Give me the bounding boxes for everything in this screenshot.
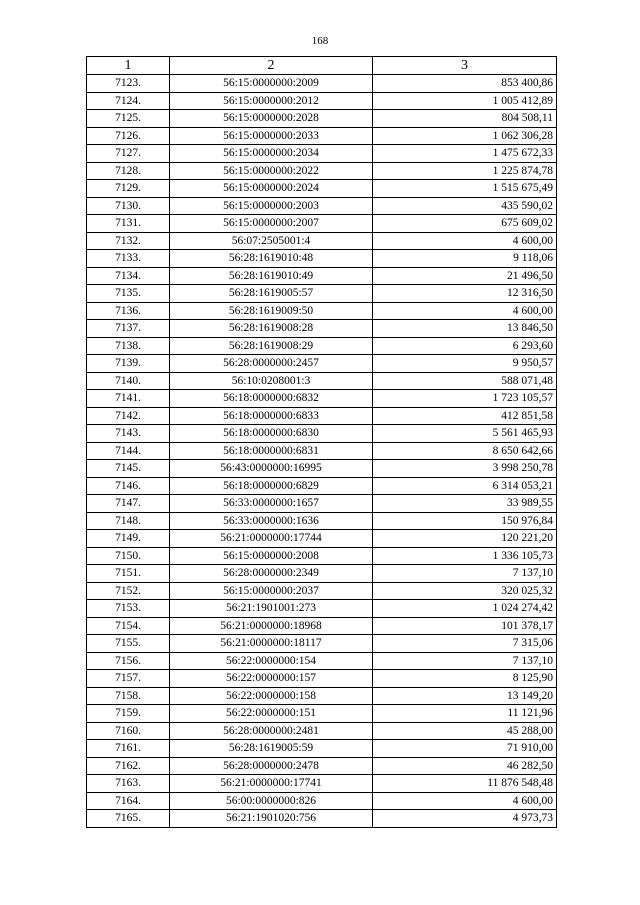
row-number-cell: 7165. bbox=[87, 810, 170, 828]
cadastral-number-cell: 56:21:0000000:18117 bbox=[170, 635, 373, 653]
cadastral-number-cell: 56:43:0000000:16995 bbox=[170, 460, 373, 478]
cadastral-value-cell: 11 876 548,48 bbox=[373, 775, 557, 793]
cadastral-value-cell: 33 989,55 bbox=[373, 495, 557, 513]
cadastral-value-cell: 1 723 105,57 bbox=[373, 390, 557, 408]
table-header bbox=[87, 57, 557, 75]
cadastral-value-cell: 101 378,17 bbox=[373, 617, 557, 635]
cadastral-number-cell: 56:15:0000000:2009 bbox=[170, 75, 373, 93]
cadastral-number-cell: 56:21:0000000:18968 bbox=[170, 617, 373, 635]
row-number-cell: 7127. bbox=[87, 145, 170, 163]
table-row bbox=[87, 232, 557, 250]
cadastral-value-cell: 150 976,84 bbox=[373, 512, 557, 530]
cadastral-value-cell: 7 315,06 bbox=[373, 635, 557, 653]
row-number-cell: 7132. bbox=[87, 232, 170, 250]
table-row bbox=[87, 600, 557, 618]
cadastral-value-cell: 46 282,50 bbox=[373, 757, 557, 775]
row-number-cell: 7151. bbox=[87, 565, 170, 583]
cadastral-value-cell: 8 125,90 bbox=[373, 670, 557, 688]
cadastral-value-cell: 435 590,02 bbox=[373, 197, 557, 215]
table-row bbox=[87, 267, 557, 285]
table-row bbox=[87, 705, 557, 723]
table-row bbox=[87, 197, 557, 215]
cadastral-number-cell: 56:15:0000000:2037 bbox=[170, 582, 373, 600]
table-row bbox=[87, 495, 557, 513]
row-number-cell: 7152. bbox=[87, 582, 170, 600]
row-number-cell: 7133. bbox=[87, 250, 170, 268]
cadastral-number-cell: 56:22:0000000:157 bbox=[170, 670, 373, 688]
cadastral-number-cell: 56:28:1619010:49 bbox=[170, 267, 373, 285]
cadastral-number-cell: 56:28:0000000:2349 bbox=[170, 565, 373, 583]
header-row bbox=[87, 57, 557, 75]
row-number-cell: 7126. bbox=[87, 127, 170, 145]
row-number-cell: 7134. bbox=[87, 267, 170, 285]
row-number-cell: 7136. bbox=[87, 302, 170, 320]
table-row bbox=[87, 757, 557, 775]
cadastral-value-cell: 5 561 465,93 bbox=[373, 425, 557, 443]
table-row bbox=[87, 302, 557, 320]
cadastral-number-cell: 56:21:1901020:756 bbox=[170, 810, 373, 828]
row-number-cell: 7140. bbox=[87, 372, 170, 390]
cadastral-number-cell: 56:18:0000000:6832 bbox=[170, 390, 373, 408]
cadastral-value-cell: 9 118,06 bbox=[373, 250, 557, 268]
cadastral-number-cell: 56:28:0000000:2481 bbox=[170, 722, 373, 740]
table-row bbox=[87, 670, 557, 688]
cadastral-number-cell: 56:28:0000000:2478 bbox=[170, 757, 373, 775]
cadastral-number-cell: 56:15:0000000:2028 bbox=[170, 110, 373, 128]
row-number-cell: 7137. bbox=[87, 320, 170, 338]
table-row bbox=[87, 442, 557, 460]
row-number-cell: 7145. bbox=[87, 460, 170, 478]
table-row bbox=[87, 477, 557, 495]
row-number-cell: 7123. bbox=[87, 75, 170, 93]
cadastral-number-cell: 56:15:0000000:2003 bbox=[170, 197, 373, 215]
table-row bbox=[87, 425, 557, 443]
cadastral-number-cell: 56:28:1619008:28 bbox=[170, 320, 373, 338]
row-number-cell: 7144. bbox=[87, 442, 170, 460]
table-row bbox=[87, 162, 557, 180]
table-row bbox=[87, 582, 557, 600]
column-header-cadastral-number: 2 bbox=[170, 57, 373, 75]
cadastral-number-cell: 56:00:0000000:826 bbox=[170, 792, 373, 810]
row-number-cell: 7141. bbox=[87, 390, 170, 408]
row-number-cell: 7149. bbox=[87, 530, 170, 548]
row-number-cell: 7153. bbox=[87, 600, 170, 618]
cadastral-value-cell: 1 005 412,89 bbox=[373, 92, 557, 110]
cadastral-number-cell: 56:10:0208001:3 bbox=[170, 372, 373, 390]
cadastral-value-cell: 8 650 642,66 bbox=[373, 442, 557, 460]
cadastral-value-cell: 1 225 874,78 bbox=[373, 162, 557, 180]
cadastral-value-cell: 675 609,02 bbox=[373, 215, 557, 233]
row-number-cell: 7164. bbox=[87, 792, 170, 810]
row-number-cell: 7135. bbox=[87, 285, 170, 303]
table-row bbox=[87, 372, 557, 390]
cadastral-number-cell: 56:22:0000000:154 bbox=[170, 652, 373, 670]
table-row bbox=[87, 145, 557, 163]
row-number-cell: 7131. bbox=[87, 215, 170, 233]
cadastral-value-cell: 4 600,00 bbox=[373, 792, 557, 810]
cadastral-value-cell: 11 121,96 bbox=[373, 705, 557, 723]
cadastral-value-cell: 7 137,10 bbox=[373, 565, 557, 583]
table-row bbox=[87, 75, 557, 93]
cadastral-number-cell: 56:07:2505001:4 bbox=[170, 232, 373, 250]
table-row bbox=[87, 792, 557, 810]
table-row bbox=[87, 215, 557, 233]
table-row bbox=[87, 635, 557, 653]
table-row bbox=[87, 740, 557, 758]
row-number-cell: 7160. bbox=[87, 722, 170, 740]
cadastral-number-cell: 56:33:0000000:1636 bbox=[170, 512, 373, 530]
cadastral-value-cell: 7 137,10 bbox=[373, 652, 557, 670]
table-row bbox=[87, 512, 557, 530]
table-row bbox=[87, 285, 557, 303]
cadastral-value-cell: 6 293,60 bbox=[373, 337, 557, 355]
cadastral-number-cell: 56:28:1619008:29 bbox=[170, 337, 373, 355]
table-row bbox=[87, 652, 557, 670]
row-number-cell: 7129. bbox=[87, 180, 170, 198]
cadastral-number-cell: 56:28:1619005:59 bbox=[170, 740, 373, 758]
row-number-cell: 7147. bbox=[87, 495, 170, 513]
cadastral-number-cell: 56:33:0000000:1657 bbox=[170, 495, 373, 513]
row-number-cell: 7159. bbox=[87, 705, 170, 723]
row-number-cell: 7125. bbox=[87, 110, 170, 128]
table-row bbox=[87, 722, 557, 740]
cadastral-value-cell: 71 910,00 bbox=[373, 740, 557, 758]
table-row bbox=[87, 617, 557, 635]
cadastral-value-cell: 120 221,20 bbox=[373, 530, 557, 548]
table-row bbox=[87, 687, 557, 705]
cadastral-value-cell: 12 316,50 bbox=[373, 285, 557, 303]
cadastral-number-cell: 56:28:1619009:50 bbox=[170, 302, 373, 320]
cadastral-number-cell: 56:15:0000000:2012 bbox=[170, 92, 373, 110]
cadastral-value-cell: 6 314 053,21 bbox=[373, 477, 557, 495]
cadastral-number-cell: 56:21:0000000:17744 bbox=[170, 530, 373, 548]
row-number-cell: 7130. bbox=[87, 197, 170, 215]
column-header-value: 3 bbox=[373, 57, 557, 75]
cadastral-number-cell: 56:28:1619010:48 bbox=[170, 250, 373, 268]
cadastral-number-cell: 56:15:0000000:2034 bbox=[170, 145, 373, 163]
cadastral-value-cell: 4 600,00 bbox=[373, 232, 557, 250]
table-row bbox=[87, 547, 557, 565]
cadastral-number-cell: 56:18:0000000:6829 bbox=[170, 477, 373, 495]
row-number-cell: 7158. bbox=[87, 687, 170, 705]
cadastral-value-cell: 3 998 250,78 bbox=[373, 460, 557, 478]
cadastral-value-cell: 853 400,86 bbox=[373, 75, 557, 93]
cadastral-value-cell: 45 288,00 bbox=[373, 722, 557, 740]
row-number-cell: 7128. bbox=[87, 162, 170, 180]
cadastral-value-cell: 1 475 672,33 bbox=[373, 145, 557, 163]
table-row bbox=[87, 355, 557, 373]
cadastral-number-cell: 56:21:1901001:273 bbox=[170, 600, 373, 618]
row-number-cell: 7146. bbox=[87, 477, 170, 495]
table-row bbox=[87, 127, 557, 145]
row-number-cell: 7163. bbox=[87, 775, 170, 793]
cadastral-number-cell: 56:18:0000000:6833 bbox=[170, 407, 373, 425]
cadastral-value-cell: 320 025,32 bbox=[373, 582, 557, 600]
row-number-cell: 7143. bbox=[87, 425, 170, 443]
table-row bbox=[87, 530, 557, 548]
table-row bbox=[87, 250, 557, 268]
row-number-cell: 7124. bbox=[87, 92, 170, 110]
row-number-cell: 7154. bbox=[87, 617, 170, 635]
table-row bbox=[87, 565, 557, 583]
cadastral-number-cell: 56:15:0000000:2024 bbox=[170, 180, 373, 198]
cadastral-number-cell: 56:15:0000000:2033 bbox=[170, 127, 373, 145]
cadastral-value-table bbox=[86, 56, 557, 828]
table-row bbox=[87, 460, 557, 478]
row-number-cell: 7161. bbox=[87, 740, 170, 758]
table-row bbox=[87, 92, 557, 110]
page-number: 168 bbox=[311, 35, 329, 47]
row-number-cell: 7157. bbox=[87, 670, 170, 688]
cadastral-value-cell: 4 973,73 bbox=[373, 810, 557, 828]
cadastral-value-cell: 13 149,20 bbox=[373, 687, 557, 705]
cadastral-number-cell: 56:15:0000000:2022 bbox=[170, 162, 373, 180]
cadastral-number-cell: 56:22:0000000:158 bbox=[170, 687, 373, 705]
cadastral-value-cell: 1 515 675,49 bbox=[373, 180, 557, 198]
cadastral-number-cell: 56:28:0000000:2457 bbox=[170, 355, 373, 373]
row-number-cell: 7155. bbox=[87, 635, 170, 653]
table-row bbox=[87, 320, 557, 338]
table-body bbox=[87, 75, 557, 828]
cadastral-value-cell: 21 496,50 bbox=[373, 267, 557, 285]
table-row bbox=[87, 390, 557, 408]
column-header-number: 1 bbox=[87, 57, 170, 75]
table-row bbox=[87, 810, 557, 828]
row-number-cell: 7148. bbox=[87, 512, 170, 530]
cadastral-value-cell: 13 846,50 bbox=[373, 320, 557, 338]
cadastral-number-cell: 56:22:0000000:151 bbox=[170, 705, 373, 723]
cadastral-value-cell: 1 062 306,28 bbox=[373, 127, 557, 145]
cadastral-number-cell: 56:18:0000000:6831 bbox=[170, 442, 373, 460]
cadastral-value-cell: 804 508,11 bbox=[373, 110, 557, 128]
cadastral-number-cell: 56:21:0000000:17741 bbox=[170, 775, 373, 793]
row-number-cell: 7162. bbox=[87, 757, 170, 775]
cadastral-value-cell: 1 024 274,42 bbox=[373, 600, 557, 618]
table-row bbox=[87, 337, 557, 355]
table-row bbox=[87, 180, 557, 198]
cadastral-number-cell: 56:15:0000000:2007 bbox=[170, 215, 373, 233]
cadastral-value-cell: 412 851,58 bbox=[373, 407, 557, 425]
cadastral-number-cell: 56:15:0000000:2008 bbox=[170, 547, 373, 565]
cadastral-value-cell: 4 600,00 bbox=[373, 302, 557, 320]
cadastral-number-cell: 56:18:0000000:6830 bbox=[170, 425, 373, 443]
cadastral-value-cell: 1 336 105,73 bbox=[373, 547, 557, 565]
table-row bbox=[87, 110, 557, 128]
row-number-cell: 7139. bbox=[87, 355, 170, 373]
cadastral-value-cell: 588 071,48 bbox=[373, 372, 557, 390]
cadastral-number-cell: 56:28:1619005:57 bbox=[170, 285, 373, 303]
table-row bbox=[87, 775, 557, 793]
cadastral-value-cell: 9 950,57 bbox=[373, 355, 557, 373]
row-number-cell: 7156. bbox=[87, 652, 170, 670]
row-number-cell: 7138. bbox=[87, 337, 170, 355]
row-number-cell: 7150. bbox=[87, 547, 170, 565]
table-row bbox=[87, 407, 557, 425]
row-number-cell: 7142. bbox=[87, 407, 170, 425]
